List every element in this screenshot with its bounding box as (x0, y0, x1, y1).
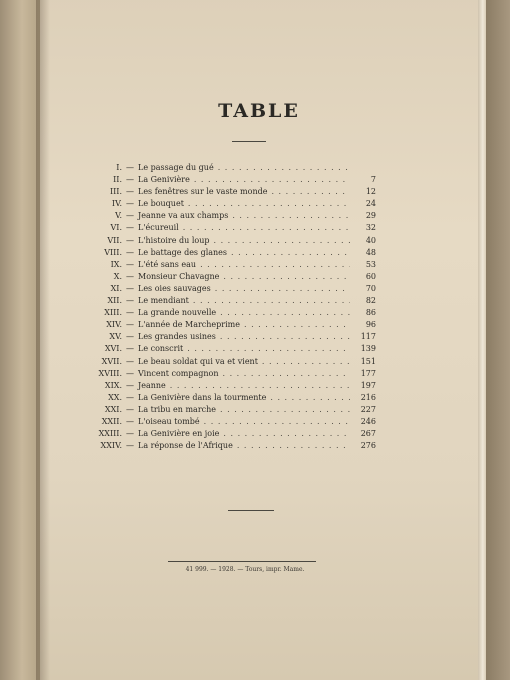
dot-leader (193, 296, 350, 305)
page-number: 82 (365, 296, 376, 306)
entry-dash: — (126, 320, 134, 330)
page-number: 86 (365, 308, 376, 318)
dot-leader (220, 405, 350, 414)
entry-dash: — (126, 235, 134, 245)
entry-dash: — (126, 356, 134, 366)
dot-leader (244, 320, 350, 329)
toc-entry (80, 236, 376, 248)
chapter-number: X. (113, 271, 122, 281)
dot-leader (223, 369, 351, 378)
toc-entry (80, 332, 376, 344)
chapter-title: Les fenêtres sur le vaste monde (138, 187, 268, 197)
entry-dash: — (126, 368, 134, 378)
entry-dash: — (126, 211, 134, 221)
toc-entry (80, 163, 376, 175)
entry-dash: — (126, 441, 134, 451)
page-number: 197 (360, 380, 376, 390)
chapter-number: XXI. (104, 404, 122, 414)
entry-dash: — (126, 247, 134, 257)
toc-entry (80, 344, 376, 356)
toc-entry (80, 248, 376, 260)
chapter-number: VII. (107, 235, 122, 245)
dot-leader (232, 211, 350, 220)
chapter-title: Les grandes usines (138, 332, 216, 342)
dot-leader (183, 223, 350, 232)
entry-dash: — (126, 283, 134, 293)
page-number: 24 (365, 199, 376, 209)
entry-dash: — (126, 163, 134, 172)
chapter-number: VI. (110, 223, 122, 233)
page-block-edge (478, 0, 486, 680)
entry-dash: — (126, 392, 134, 402)
page-number: 216 (360, 392, 376, 402)
dot-leader (215, 284, 350, 293)
dot-leader (262, 357, 350, 366)
entry-dash: — (126, 199, 134, 209)
page-number: 117 (360, 332, 376, 342)
entry-dash: — (126, 296, 134, 306)
page-number: 151 (360, 356, 376, 366)
chapter-title: Jeanne (138, 380, 166, 390)
chapter-number: XIV. (106, 320, 122, 330)
chapter-number: IX. (110, 259, 122, 269)
entry-dash: — (126, 404, 134, 414)
chapter-title: Vincent compagnon (138, 368, 219, 378)
chapter-title: Le bouquet (138, 199, 184, 209)
chapter-number: III. (109, 187, 122, 197)
chapter-number: XVIII. (98, 368, 122, 378)
toc-entry (80, 357, 376, 369)
imprint-rule (168, 561, 316, 562)
dot-leader (188, 199, 350, 208)
chapter-title: L'été sans eau (138, 259, 197, 269)
chapter-title: Les oies sauvages (138, 283, 211, 293)
chapter-number: XVII. (101, 356, 122, 366)
chapter-number: XXIII. (98, 429, 122, 439)
chapter-number: XI. (110, 283, 122, 293)
toc-entry (80, 320, 376, 332)
dot-leader (194, 175, 350, 184)
dot-leader (220, 308, 350, 317)
page-number: 139 (360, 344, 376, 354)
dot-leader (200, 260, 350, 269)
dot-leader (271, 187, 350, 196)
page-number: 12 (365, 187, 376, 197)
chapter-number: II. (113, 175, 122, 185)
chapter-number: XIII. (104, 308, 122, 318)
page-number: 96 (365, 320, 376, 330)
dot-leader (223, 429, 350, 438)
toc-entry (80, 405, 376, 417)
chapter-title: La Genivière en joie (138, 429, 220, 439)
entry-dash: — (126, 223, 134, 233)
entry-dash: — (126, 271, 134, 281)
chapter-title: La Genivière (138, 175, 190, 185)
book-cover-board (486, 0, 510, 680)
chapter-title: L'écureuil (138, 223, 179, 233)
toc-entry (80, 211, 376, 223)
toc-entry (80, 429, 376, 441)
chapter-title: Le battage des glanes (138, 247, 228, 257)
page-number: 246 (360, 416, 376, 426)
entry-dash: — (126, 344, 134, 354)
dot-leader (204, 417, 350, 426)
page-number: 60 (365, 271, 376, 281)
toc-entry (80, 284, 376, 296)
page-number: 70 (365, 283, 376, 293)
heading-rule (232, 141, 266, 142)
chapter-number: XVI. (104, 344, 122, 354)
dot-leader (270, 393, 350, 402)
dot-leader (237, 441, 350, 450)
toc-entry (80, 308, 376, 320)
facing-page-edge (0, 0, 40, 680)
entry-dash: — (126, 259, 134, 269)
page-number: 177 (360, 368, 376, 378)
page-number: 32 (365, 223, 376, 233)
chapter-title: La Genivière dans la tourmente (138, 392, 267, 402)
chapter-number: XIX. (104, 380, 122, 390)
toc-entry (80, 272, 376, 284)
dot-leader (231, 248, 350, 257)
chapter-title: Le passage du gué (138, 163, 214, 172)
entry-dash: — (126, 332, 134, 342)
toc-entry (80, 296, 376, 308)
chapter-title: Le mendiant (138, 296, 189, 306)
dot-leader (213, 236, 350, 245)
chapter-number: XV. (109, 332, 122, 342)
entry-dash: — (126, 416, 134, 426)
page-number: 40 (365, 235, 376, 245)
entry-dash: — (126, 380, 134, 390)
entry-dash: — (126, 429, 134, 439)
page-number: 276 (360, 441, 376, 451)
chapter-number: XX. (108, 392, 122, 402)
toc-entry (80, 441, 376, 453)
toc-entry (80, 260, 376, 272)
toc-entry (80, 223, 376, 235)
page-number: 29 (365, 211, 376, 221)
chapter-title: Jeanne va aux champs (138, 211, 229, 221)
page-number: 227 (360, 404, 376, 414)
toc-entry (80, 381, 376, 393)
toc-entry (80, 175, 376, 187)
page-number: 7 (370, 175, 376, 185)
toc-entry (80, 369, 376, 381)
page-number: 267 (360, 429, 376, 439)
dot-leader (187, 344, 350, 353)
chapter-number: XXII. (101, 416, 122, 426)
toc-list (80, 163, 376, 453)
entry-dash: — (126, 175, 134, 185)
end-rule (228, 510, 274, 511)
toc-entry (80, 199, 376, 211)
toc-entry (80, 417, 376, 429)
entry-dash: — (126, 308, 134, 318)
dot-leader (218, 163, 350, 172)
chapter-title: La grande nouvelle (138, 308, 217, 318)
toc-entry (80, 393, 376, 405)
chapter-number: XII. (107, 296, 122, 306)
toc-heading: TABLE (218, 100, 300, 122)
dot-leader (223, 272, 350, 281)
page-number: 53 (365, 259, 376, 269)
chapter-number: IV. (111, 199, 122, 209)
toc-entry (80, 187, 376, 199)
chapter-title: La réponse de l'Afrique (138, 441, 233, 451)
chapter-title: La tribu en marche (138, 404, 217, 414)
chapter-title: L'année de Marcheprime (138, 320, 240, 330)
printer-imprint: 41 999. — 1928. — Tours, impr. Mame. (185, 566, 305, 573)
chapter-number: I. (116, 163, 122, 172)
dot-leader (170, 381, 350, 390)
chapter-title: L'histoire du loup (138, 235, 210, 245)
chapter-title: L'oiseau tombé (138, 416, 200, 426)
chapter-number: V. (115, 211, 122, 221)
entry-dash: — (126, 187, 134, 197)
page-number: 48 (365, 247, 376, 257)
chapter-title: Le conscrit (138, 344, 184, 354)
dot-leader (220, 332, 350, 341)
chapter-number: VIII. (104, 247, 122, 257)
chapter-number: XXIV. (100, 441, 122, 451)
chapter-title: Le beau soldat qui va et vient (138, 356, 258, 366)
chapter-title: Monsieur Chavagne (138, 271, 220, 281)
